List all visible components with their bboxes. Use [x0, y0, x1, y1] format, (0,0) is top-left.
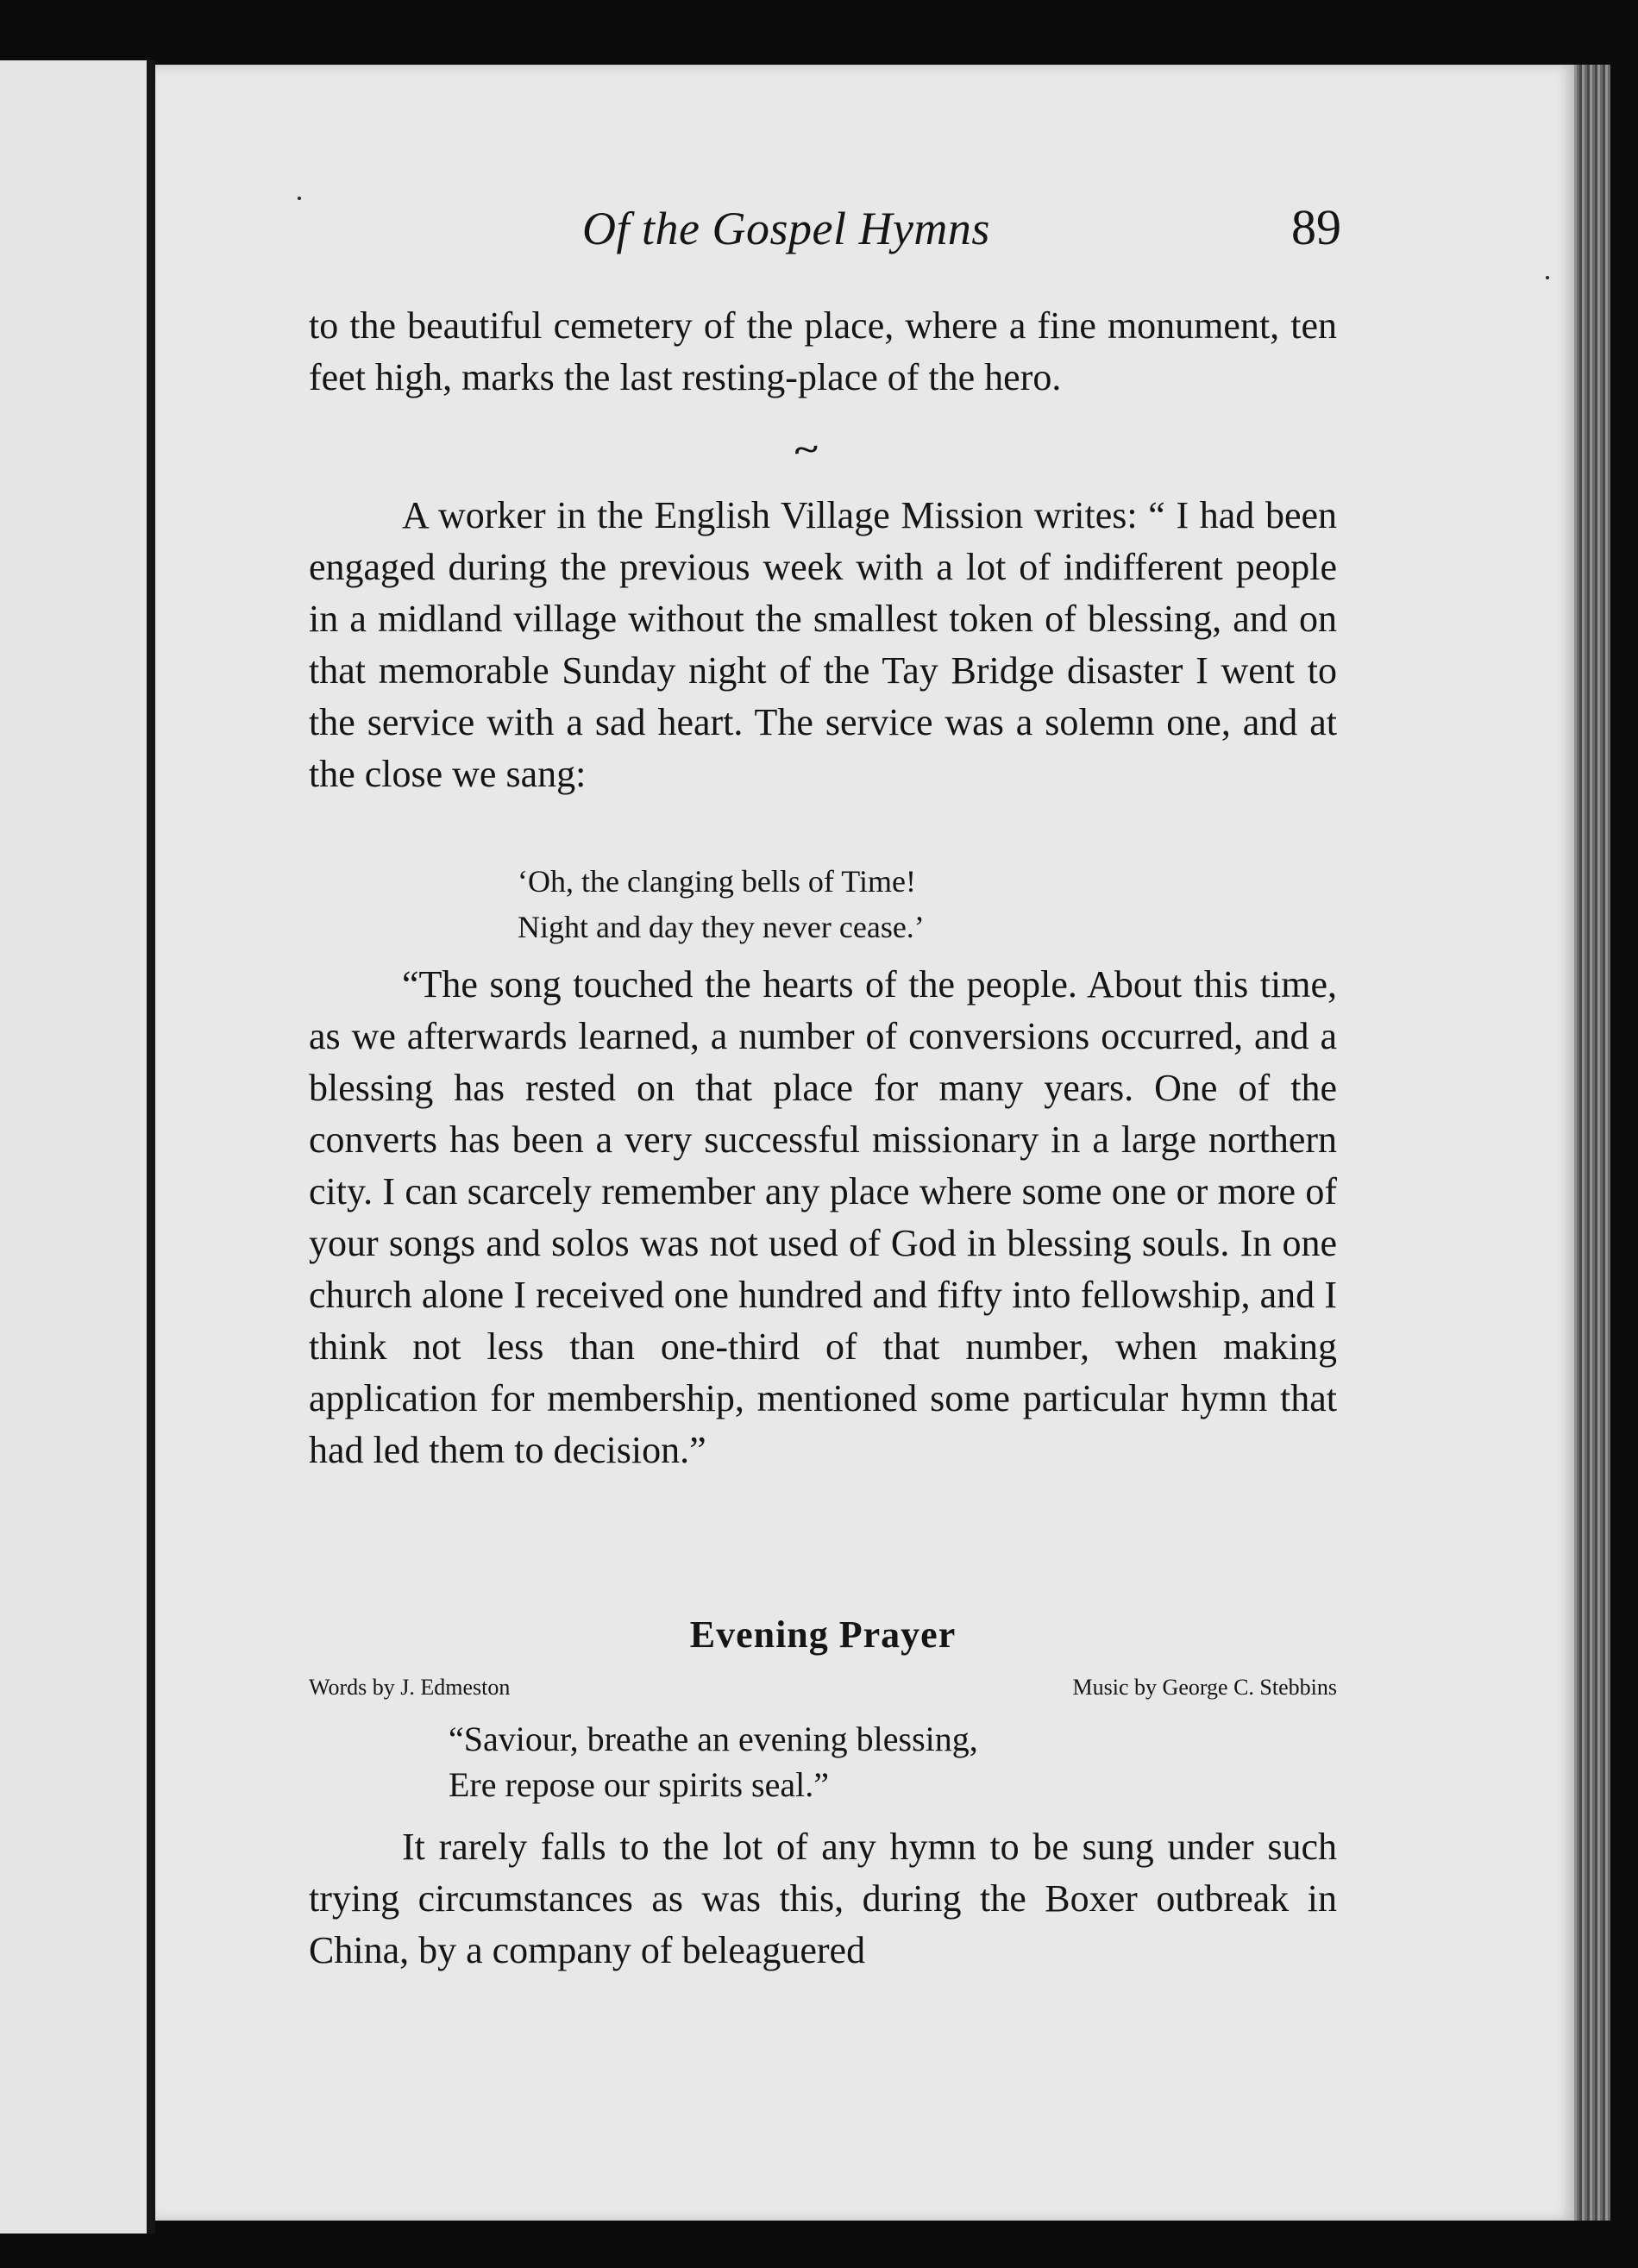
- verse-line: ‘Oh, the clanging bells of Time!: [518, 864, 916, 899]
- paragraph-4: [309, 1821, 1337, 1977]
- page-header: [582, 198, 1341, 267]
- hymn-quote-2: [449, 1716, 1225, 1808]
- hymn-title: Evening Prayer: [689, 1613, 957, 1656]
- words-credit: Words by J. Edmeston: [309, 1675, 511, 1700]
- paragraph-2: [309, 490, 1337, 800]
- section-ornament: ~: [791, 430, 822, 470]
- paragraph-text: It rarely falls to the lot of any hymn to be sung under such trying circumstances as was this, during the Boxer outbreak in China, by a company of beleaguered: [309, 1826, 1337, 1971]
- verse-line: Night and day they never cease.’: [518, 910, 925, 944]
- scan-speck: [298, 197, 301, 200]
- scan-speck: [1546, 276, 1549, 279]
- facing-page-edge: [0, 60, 155, 2234]
- paragraph-3: [309, 959, 1337, 1476]
- paragraph-1: [309, 300, 1337, 404]
- hymn-credits: [309, 1675, 1337, 1701]
- verse-line: Ere repose our spirits seal.”: [449, 1765, 829, 1804]
- hymn-quote-1: [518, 859, 1173, 950]
- music-credit: Music by George C. Stebbins: [1072, 1675, 1337, 1700]
- running-title: Of the Gospel Hymns: [582, 203, 990, 254]
- page-stack-edge: [1574, 65, 1610, 2221]
- verse-line: “Saviour, breathe an evening blessing,: [449, 1720, 978, 1758]
- page-number: 89: [1291, 199, 1341, 255]
- paragraph-text: to the beautiful cemetery of the place, where a fine monument, ten feet high, marks the last resting-place of the hero.: [309, 304, 1337, 398]
- paragraph-text: “The song touched the hearts of the people. About this time, as we afterwards learned, a number of conversions occurred, and a blessing has rested on that place for many years. One of the converts has been a very successful missionary in a large northern city. I can scarcely remember any place where some one or more of your songs and solos was not used of God in blessing souls. In one church alone I received one hundred and fifty into fellowship, and I think not less than one-third of that number, when making application for membership, mentioned some particular hymn that had led them to decision.”: [309, 963, 1337, 1471]
- paragraph-text: A worker in the English Village Mission writes: “ I had been engaged during the previous week with a lot of indifferent people in a midland village without the smallest token of blessing, and on that memorable Sunday night of the Tay Bridge disaster I went to the service with a sad heart. The service was a solemn one, and at the close we sang:: [309, 494, 1337, 795]
